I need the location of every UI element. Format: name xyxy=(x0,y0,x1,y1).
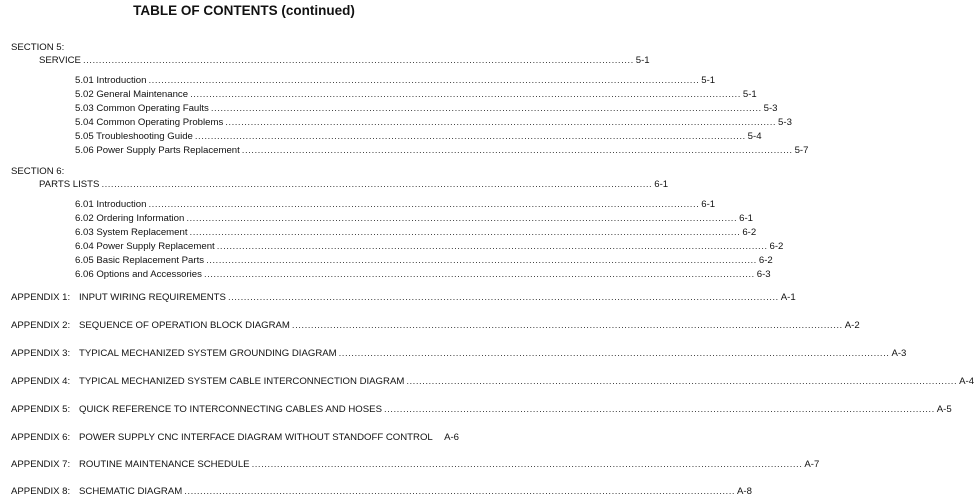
dot-leader: .............................................................................................................................................................................. xyxy=(216,241,768,252)
dot-leader: .............................................................................................................................................................................. xyxy=(189,227,741,238)
dot-leader: .............................................................................................................................................................................. xyxy=(210,103,762,114)
toc-entry-label: 6.03 System Replacement xyxy=(75,227,188,238)
toc-entry-page: A-3 xyxy=(891,348,907,359)
toc-entry-label: 5.05 Troubleshooting Guide xyxy=(75,131,193,142)
dot-leader: .............................................................................................................................................................................. xyxy=(291,320,843,331)
toc-entry-6-05[interactable] xyxy=(75,255,773,268)
page-title: TABLE OF CONTENTS (continued) xyxy=(133,3,355,18)
toc-entry-page: A-4 xyxy=(959,376,974,387)
appendix-title: SCHEMATIC DIAGRAM xyxy=(79,486,183,497)
toc-entry-page: 6-1 xyxy=(654,179,669,190)
toc-entry-page: 5-1 xyxy=(701,75,716,86)
appendix-number: APPENDIX 5: xyxy=(11,404,71,415)
dot-leader: .............................................................................................................................................................................. xyxy=(148,199,700,210)
toc-entry-page: A-2 xyxy=(844,320,860,331)
toc-entry-page: 6-1 xyxy=(739,213,753,224)
toc-entry-page: 5-1 xyxy=(635,55,650,66)
appendix-number: APPENDIX 1: xyxy=(11,292,71,303)
toc-entry-page: A-1 xyxy=(780,292,796,303)
toc-entry-page: 6-2 xyxy=(769,241,784,252)
toc-entry-5-03[interactable] xyxy=(75,103,778,116)
dot-leader: .............................................................................................................................................................................. xyxy=(338,348,890,359)
toc-entry-appendix-8[interactable] xyxy=(11,486,752,499)
dot-leader: .............................................................................................................................................................................. xyxy=(406,376,958,387)
toc-entry-label: 5.03 Common Operating Faults xyxy=(75,103,209,114)
dot-leader: .............................................................................................................................................................................. xyxy=(190,89,741,100)
dot-leader: .............................................................................................................................................................................. xyxy=(225,117,777,128)
appendix-title: TYPICAL MECHANIZED SYSTEM GROUNDING DIAGRAM xyxy=(79,348,337,359)
toc-entry-page: 5-4 xyxy=(747,131,762,142)
toc-entry-page: 5-7 xyxy=(794,145,809,156)
toc-entry-page: 6-3 xyxy=(756,269,771,280)
appendix-number: APPENDIX 4: xyxy=(11,376,71,387)
toc-entry-label: 5.04 Common Operating Problems xyxy=(75,117,224,128)
appendix-title: SEQUENCE OF OPERATION BLOCK DIAGRAM xyxy=(79,320,290,331)
toc-entry-page: 6-2 xyxy=(742,227,757,238)
toc-entry-label: 6.04 Power Supply Replacement xyxy=(75,241,215,252)
toc-entry-6-06[interactable] xyxy=(75,269,771,282)
dot-leader: .............................................................................................................................................................................. xyxy=(184,486,736,497)
toc-entry-6-02[interactable] xyxy=(75,213,753,226)
appendix-number: APPENDIX 6: xyxy=(11,432,71,443)
toc-entry-6-01[interactable] xyxy=(75,199,716,212)
toc-entry-page: A-8 xyxy=(737,486,752,497)
section-5-heading: SECTION 5: xyxy=(11,42,65,53)
toc-entry-appendix-4[interactable] xyxy=(11,376,974,389)
dot-leader: .............................................................................................................................................................................. xyxy=(82,55,634,66)
toc-entry-5-04[interactable] xyxy=(75,117,792,130)
toc-entry-label: 6.05 Basic Replacement Parts xyxy=(75,255,205,266)
toc-entry-appendix-7[interactable] xyxy=(11,459,820,472)
toc-entry-5-05[interactable] xyxy=(75,131,762,144)
appendix-number: APPENDIX 3: xyxy=(11,348,71,359)
toc-entry-page: 6-1 xyxy=(701,199,716,210)
appendix-title: TYPICAL MECHANIZED SYSTEM CABLE INTERCONNECTION DIAGRAM xyxy=(79,376,405,387)
dot-leader: .............................................................................................................................................................................. xyxy=(251,459,803,470)
toc-entry-page: 5-3 xyxy=(778,117,792,128)
dot-leader: .............................................................................................................................................................................. xyxy=(383,404,935,415)
dot-leader: .............................................................................................................................................................................. xyxy=(186,213,738,224)
toc-entry-5-02[interactable] xyxy=(75,89,757,102)
toc-entry-page: 6-2 xyxy=(758,255,773,266)
appendix-title: INPUT WIRING REQUIREMENTS xyxy=(79,292,226,303)
dot-leader: .............................................................................................................................................................................. xyxy=(101,179,653,190)
section-6-heading: SECTION 6: xyxy=(11,166,65,177)
toc-entry-page: 5-1 xyxy=(742,89,757,100)
dot-leader: .............................................................................................................................................................................. xyxy=(227,292,779,303)
appendix-title: QUICK REFERENCE TO INTERCONNECTING CABLES AND HOSES xyxy=(79,404,382,415)
appendix-number: APPENDIX 7: xyxy=(11,459,71,470)
appendix-title: POWER SUPPLY CNC INTERFACE DIAGRAM WITHOUT STANDOFF CONTROL xyxy=(79,432,433,443)
dot-leader: .............................................................................................................................................................................. xyxy=(241,145,793,156)
toc-entry-label: 5.01 Introduction xyxy=(75,75,147,86)
toc-entry-5-01[interactable] xyxy=(75,75,716,88)
toc-entry-label: 5.02 General Maintenance xyxy=(75,89,189,100)
toc-entry-appendix-6[interactable] xyxy=(11,432,459,445)
toc-entry-label: 6.01 Introduction xyxy=(75,199,147,210)
toc-entry-appendix-3[interactable] xyxy=(11,348,907,361)
toc-entry-page: A-5 xyxy=(936,404,952,415)
toc-entry-appendix-5[interactable] xyxy=(11,404,952,417)
dot-leader: .............................................................................................................................................................................. xyxy=(148,75,700,86)
toc-entry-label: PARTS LISTS xyxy=(39,179,100,190)
appendix-title: ROUTINE MAINTENANCE SCHEDULE xyxy=(79,459,250,470)
toc-entry-5-06[interactable] xyxy=(75,145,809,158)
toc-entry-service[interactable] xyxy=(39,55,650,68)
dot-leader: .............................................................................................................................................................................. xyxy=(194,131,746,142)
toc-entry-6-03[interactable] xyxy=(75,227,757,240)
toc-entry-6-04[interactable] xyxy=(75,241,784,254)
appendix-number: APPENDIX 2: xyxy=(11,320,71,331)
toc-entry-page: 5-3 xyxy=(763,103,778,114)
toc-entry-appendix-1[interactable] xyxy=(11,292,796,305)
toc-entry-label: 5.06 Power Supply Parts Replacement xyxy=(75,145,240,156)
dot-leader: .............................................................................................................................................................................. xyxy=(203,269,755,280)
toc-entry-appendix-2[interactable] xyxy=(11,320,860,333)
toc-entry-label: SERVICE xyxy=(39,55,81,66)
appendix-number: APPENDIX 8: xyxy=(11,486,71,497)
toc-entry-label: 6.06 Options and Accessories xyxy=(75,269,202,280)
toc-entry-page: A-7 xyxy=(804,459,820,470)
dot-leader: .............................................................................................................................................................................. xyxy=(206,255,757,266)
toc-entry-page: A-6 xyxy=(444,432,459,443)
toc-entry-label: 6.02 Ordering Information xyxy=(75,213,185,224)
toc-entry-parts-lists[interactable] xyxy=(39,179,669,192)
